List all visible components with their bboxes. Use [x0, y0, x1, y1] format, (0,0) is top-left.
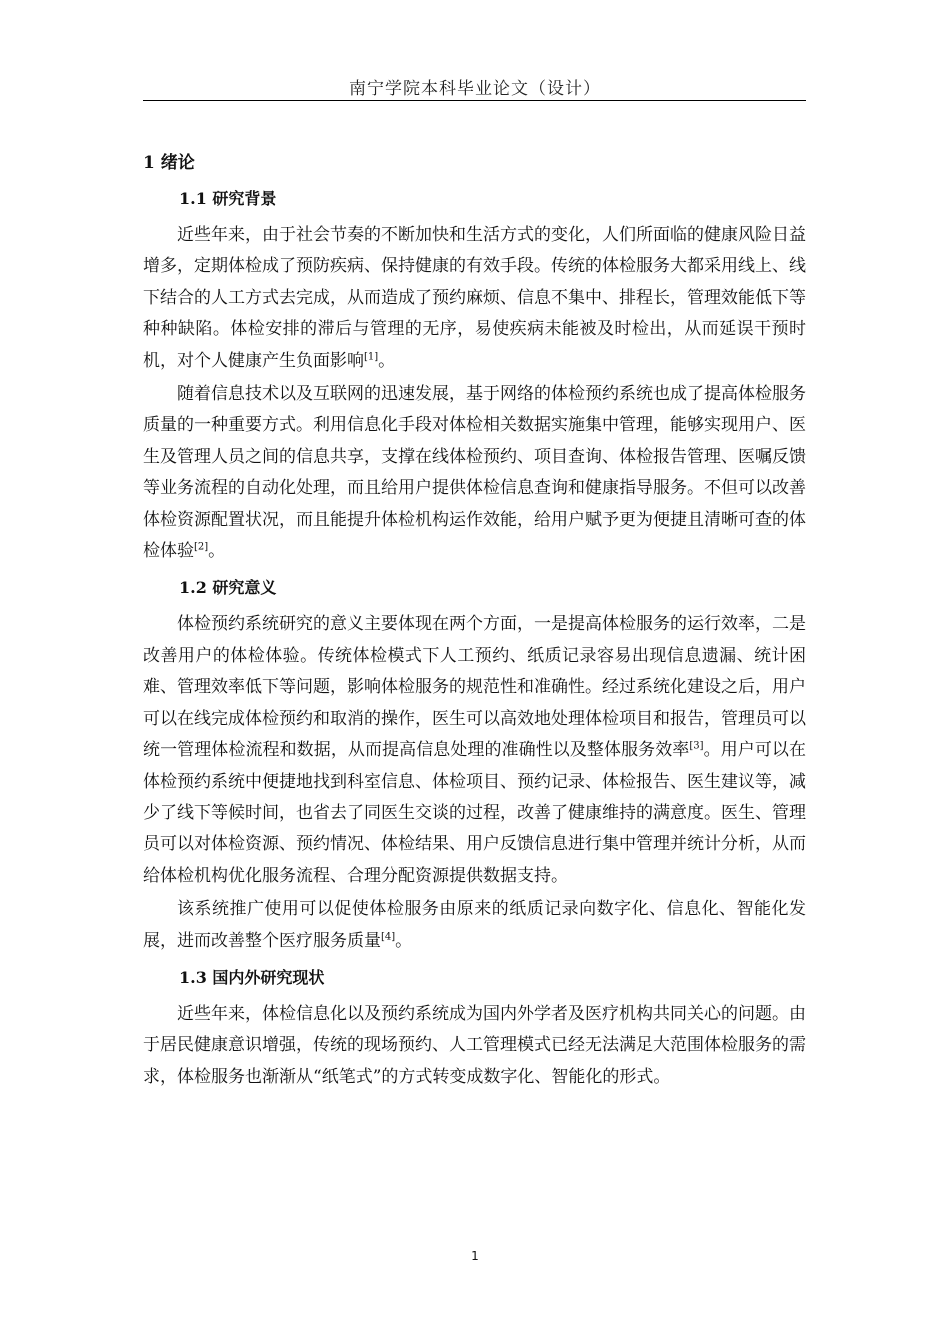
paragraph-end: 。	[208, 541, 226, 562]
citation-ref: [3]	[689, 740, 704, 752]
page-header-title: 南宁学院本科毕业论文（设计）	[349, 79, 601, 99]
paragraph-end: 。	[378, 350, 396, 371]
paragraph-status-1: 近些年来，体检信息化以及预约系统成为国内外学者及医疗机构共同关心的问题。由于居民健康意识增强，传统的现场预约、人工管理模式已经无法满足大范围体检服务的需求，体检服务也渐渐从“纸笔式”的方式转变成数字化、智能化的形式。	[143, 1003, 806, 1087]
paragraph-text: 该系统推广使用可以促使体检服务由原来的纸质记录向数字化、信息化、智能化发展，进而改善整个医疗服务质量	[143, 899, 806, 951]
section-heading-background: 1.1 研究背景	[179, 189, 277, 208]
document-body	[143, 148, 806, 1095]
paragraph-significance-2	[143, 894, 806, 957]
paragraph-text: 随着信息技术以及互联网的迅速发展，基于网络的体检预约系统也成了提高体检服务质量的一种重要方式。利用信息化手段对体检相关数据实施集中管理，能够实现用户、医生及管理人员之间的信息共享，支撑在线体检预约、项目查询、体检报告管理、医嘱反馈等业务流程的自动化处理，而且给用户提供体检信息查询和健康指导服务。不但可以改善体检资源配置状况，而且能提升体检机构运作效能，给用户赋予更为便捷且清晰可查的体检体验	[143, 384, 806, 562]
citation-ref: [4]	[381, 930, 396, 942]
paragraph-text-cont: 。用户可以在体检预约系统中便捷地找到科室信息、体检项目、预约记录、体检报告、医生建议等，减少了线下等候时间，也省去了同医生交谈的过程，改善了健康维持的满意度。医生、管理员可以对体检资源、预约情况、体检结果、用户反馈信息进行集中管理并统计分析，从而给体检机构优化服务流程、合理分配资源提供数据支持。	[143, 740, 807, 886]
citation-ref: [1]	[364, 350, 379, 362]
chapter-heading: 1 绪论	[143, 153, 195, 173]
header-divider	[143, 100, 806, 101]
paragraph-significance-1	[143, 609, 806, 892]
section-heading-status: 1.3 国内外研究现状	[179, 967, 325, 987]
paragraph-text: 体检预约系统研究的意义主要体现在两个方面，一是提高体检服务的运行效率，二是改善用户的体检体验。传统体检模式下人工预约、纸质记录容易出现信息遗漏、统计困难、管理效率低下等问题，影响体检服务的规范性和准确性。经过系统化建设之后，用户可以在线完成体检预约和取消的操作，医生可以高效地处理体检项目和报告，管理员可以统一管理体检流程和数据，从而提高信息处理的准确性以及整体服务效率	[143, 614, 806, 761]
paragraph-end: 。	[395, 930, 413, 951]
paragraph-background-2	[143, 379, 806, 567]
page-number: 1	[471, 1249, 479, 1263]
paragraph-background-1	[143, 220, 806, 377]
section-heading-significance: 1.2 研究意义	[179, 578, 277, 598]
paragraph-text: 近些年来，由于社会节奏的不断加快和生活方式的变化，人们所面临的健康风险日益增多，定期体检成了预防疾病、保持健康的有效手段。传统的体检服务大都采用线上、线下结合的人工方式去完成，从而造成了预约麻烦、信息不集中、排程长，管理效能低下等种种缺陷。体检安排的滞后与管理的无序，易使疾病未能被及时检出，从而延误干预时机，对个人健康产生负面影响	[143, 225, 806, 371]
citation-ref: [2]	[194, 541, 209, 553]
